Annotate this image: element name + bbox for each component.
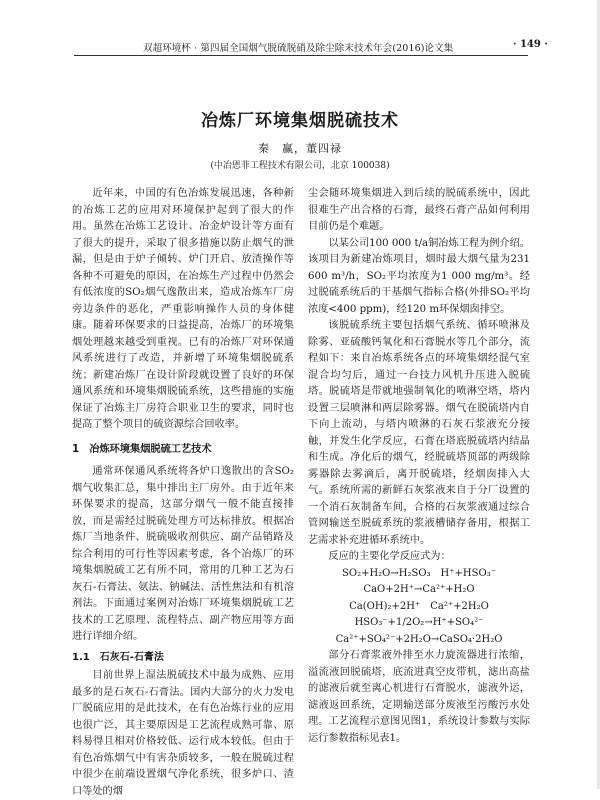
subsection-1-1-paragraph: 目前世界上湿法脱硫技术中最为成熟、应用最多的是石灰石-石膏法。国内大部分的火力发电厂脱硫应用的是此技术，在有色冶炼行业的应用也很广泛，其主要原因是工艺流程成熟可靠、原料易得且相对价格较低、运行成本较低。但由于有色冶炼烟气中有害杂质较多，一般在脱硫过程中很少在前端设置烟气净化系统，很多炉口、渣口等处的烟 <box>72 670 294 797</box>
equation: HSO₃⁻+1/2O₂→H⁺+SO₄²⁻ <box>354 617 484 628</box>
case-paragraph: 以某公司100 000 t/a铜冶炼工程为例介绍。该项目为新建冶炼项目，烟时最大烟气量为231 600 m³/h，SO₂平均浓度为1 000 mg/m³。经过脱硫系统后的干基烟气指标合格(外排SO₂平均浓度<400 ppm)，经120 m环保烟囱排空。 <box>308 237 530 315</box>
intro-paragraph: 近年来，中国的有色冶炼发展迅速，各种新的冶炼工艺的应用对环境保护起到了很大的作用。虽然在冶炼工艺设计、冶金炉设计等方面有了很大的提升，采取了很多措施以防止烟气的泄漏，但是由于炉子倾转、炉门开启、放渣操作等各种不可避免的原因，在冶炼生产过程中仍然会有低浓度的SO₂烟气逸散出来，造成冶炼车厂房旁边条件的恶化，严重影响操作人员的身体健康。随着环保要求的日益提高，冶炼厂的环境集烟处理越来越受到重视。已有的冶炼厂对环保通风系统进行了改造，并新增了环境集烟脱硫系统；新建冶炼厂在设计阶段就设置了良好的环保通风系统和环境集烟脱硫系统，这些措施的实施保证了冶炼主厂房符合职业卫生的要求，同时也提高了整个项目的硫资源综合回收率。 <box>72 188 294 430</box>
article-affiliation: (中冶恩菲工程技术有限公司，北京 100038) <box>210 161 390 171</box>
page-number: · 149 · <box>513 39 548 50</box>
header-divider <box>74 55 528 56</box>
section-1-heading: 1 冶炼环境集烟脱硫工艺技术 <box>72 443 212 455</box>
equation: CaO+2H⁺→Ca²⁺+H₂O <box>363 584 475 595</box>
article-title: 冶炼厂环境集烟脱硫技术 <box>201 111 399 131</box>
running-header <box>0 0 600 62</box>
gypsum-paragraph: 部分石膏浆液外排至水力旋流器进行浓缩，溢流液回脱硫塔，底流进真空皮带机，滤出高盐的滤液后就至离心机进行石膏脱水，滤液外运，滤液返回系统，定期输送部分废液至污酸污水处理。工艺流程示意图见图1，系统设计参数与实际运行参数指标见表1。 <box>308 650 530 744</box>
process-paragraph: 该脱硫系统主要包括烟气系统、循环喷淋及除雾、亚硫酸钙氧化和石膏脱水等几个部分，流程如下：来自冶炼系统各点的环境集烟经混气室混合均匀后，通过一台技力风机升压进入脱硫塔。脱硫塔是带就地强制氧化的喷淋空塔，塔内设置三层喷淋和两层除雾器。烟气在脱硫塔内自下向上流动，与塔内喷淋的石灰石浆液充分接触，并发生化学反应，石膏在塔底脱硫塔内结晶和生成。净化后的烟气，经脱硫塔顶部的两级除雾器除去雾滴后，离开脱硫塔，经烟囱排入大气。系统所需的新鲜石灰浆液来自于分厂设置的一个消石灰制备车间，合格的石灰浆液通过综合管网输送至脱硫系统的浆液槽储存备用，根据工艺需求补充进循环系统中。 <box>308 320 530 546</box>
article-authors: 秦 赢，董四禄 <box>258 142 342 155</box>
equation: Ca(OH)₂+2H⁺ Ca²⁺+2H₂O <box>349 600 489 612</box>
right-column <box>308 186 530 747</box>
continuation-paragraph: 尘会随环境集烟进入到后续的脱硫系统中，因此很难生产出合格的石膏，最终石膏产品如何利用目前仍是个难题。 <box>308 188 530 232</box>
equation: SO₂+H₂O→H₂SO₃ H⁺+HSO₃⁻ <box>342 567 496 579</box>
left-column <box>72 186 294 800</box>
equation: Ca²⁺+SO₄²⁻+2H₂O→CaSO₄·2H₂O <box>335 633 503 645</box>
reaction-intro: 反应的主要化学反应式为： <box>328 551 451 562</box>
running-title: 双超环境杯 · 第四届全国烟气脱硫脱硝及除尘除末技术年会(2016)论文集 <box>143 43 454 54</box>
section-1-paragraph: 通常环保通风系统将各炉口逸散出的含SO₂烟气收集汇总，集中排出主厂房外。由于近年来环保要求的提高，这部分烟气一般不能直接排放，而是需经过脱硫处理方可达标排放。根据冶炼厂当地条件、脱硫吸收剂供应、副产品销路及综合利用的可行性等因素考虑，各个冶炼厂的环境集烟脱硫工艺有所不同，常用的几种工艺为石灰石-石膏法、氨法、钠碱法、活性焦法和有机溶剂法。下面通过案例对冶炼厂环境集烟脱硫工艺技术的工艺原理、流程特点、副产物应用等方面进行详细介绍。 <box>72 466 294 642</box>
subsection-1-1-heading: 1.1 石灰石-石膏法 <box>72 651 164 663</box>
